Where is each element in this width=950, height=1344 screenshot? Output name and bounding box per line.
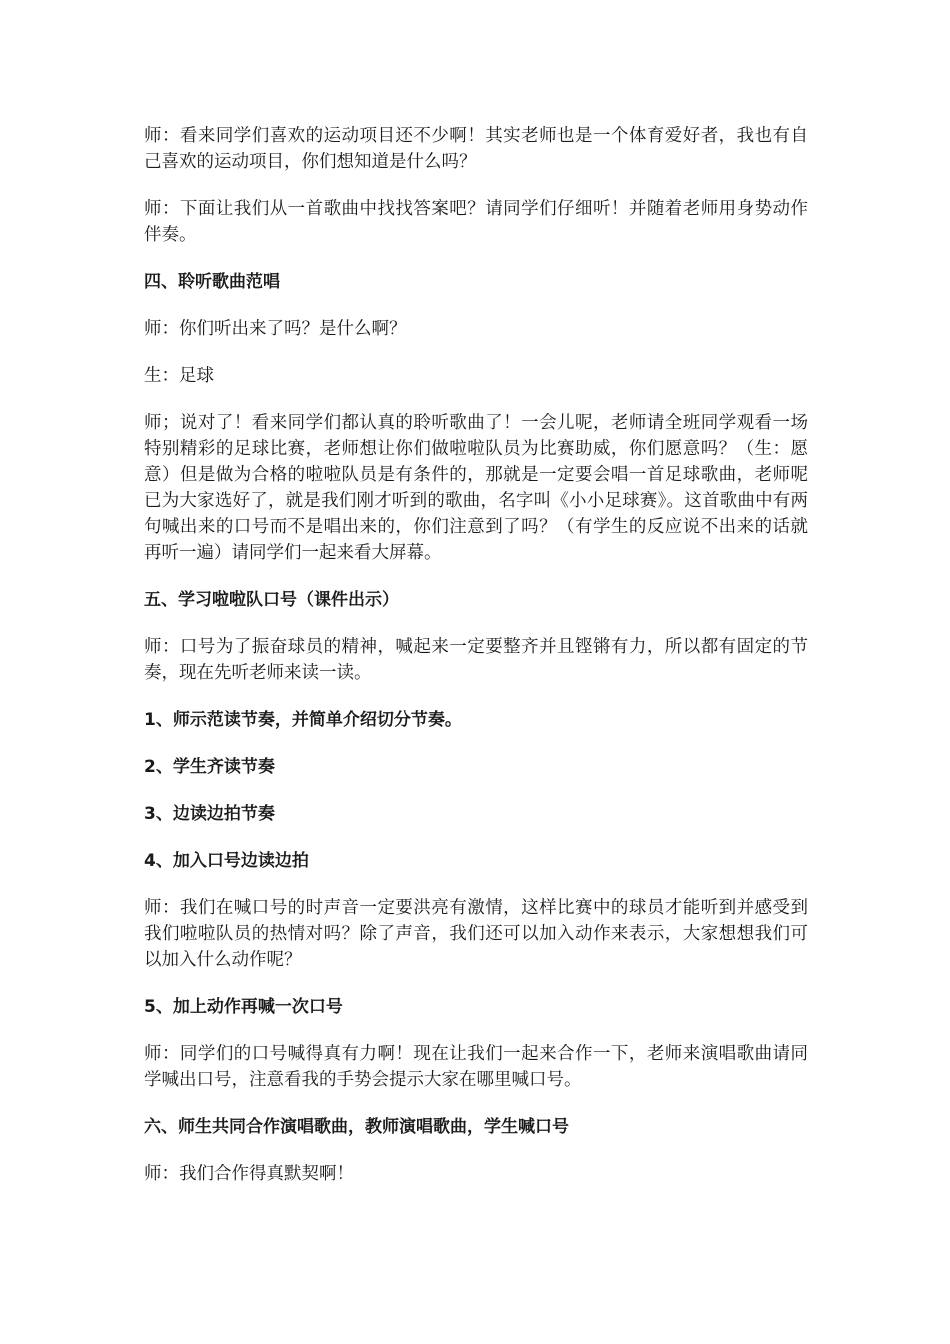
paragraph: 师；说对了！看来同学们都认真的聆听歌曲了！一会儿呢，老师请全班同学观看一场特别精彩的足球比赛，老师想让你们做啦啦队员为比赛助威，你们愿意吗？（生：愿意）但是做为合格的啦啦队员是有条件的，那就是一定要会唱一首足球歌曲，老师呢已为大家选好了，就是我们刚才听到的歌曲，名字叫《小小足球赛》。这首歌曲中有两句喊出来的口号而不是唱出来的，你们注意到了吗？（有学生的反应说不出来的话就再听一遍）请同学们一起来看大屏幕。 <box>144 413 808 563</box>
paragraph: 生：足球 <box>144 366 214 386</box>
paragraph: 师：我们在喊口号的时声音一定要洪亮有激情，这样比赛中的球员才能听到并感受到我们啦啦队员的热情对吗？除了声音，我们还可以加入动作来表示，大家想想我们可以加入什么动作呢？ <box>144 898 808 970</box>
paragraph: 师：同学们的口号喊得真有力啊！现在让我们一起来合作一下，老师来演唱歌曲请同学喊出口号，注意看我的手势会提示大家在哪里喊口号。 <box>144 1044 808 1090</box>
paragraph: 师：你们听出来了吗？是什么啊？ <box>144 319 407 339</box>
step-heading: 1、师示范读节奏，并简单介绍切分节奏。 <box>144 710 462 730</box>
section-heading: 四、聆听歌曲范唱 <box>144 272 280 292</box>
step-heading: 2、学生齐读节奏 <box>144 757 275 777</box>
paragraph: 师：下面让我们从一首歌曲中找找答案吧？请同学们仔细听！并随着老师用身势动作伴奏。 <box>144 199 808 245</box>
step-heading: 3、边读边拍节奏 <box>144 804 275 824</box>
step-heading: 4、加入口号边读边拍 <box>144 851 309 871</box>
step-heading: 5、加上动作再喊一次口号 <box>144 997 343 1017</box>
paragraph: 师：口号为了振奋球员的精神，喊起来一定要整齐并且铿锵有力，所以都有固定的节奏，现在先听老师来读一读。 <box>144 637 808 683</box>
section-heading: 六、师生共同合作演唱歌曲，教师演唱歌曲，学生喊口号 <box>144 1117 569 1137</box>
paragraph: 师：看来同学们喜欢的运动项目还不少啊！其实老师也是一个体育爱好者，我也有自己喜欢的运动项目，你们想知道是什么吗？ <box>144 126 808 172</box>
section-heading: 五、学习啦啦队口号（课件出示） <box>144 590 399 610</box>
document-body <box>144 123 808 1208</box>
paragraph: 师：我们合作得真默契啊！ <box>144 1164 354 1184</box>
